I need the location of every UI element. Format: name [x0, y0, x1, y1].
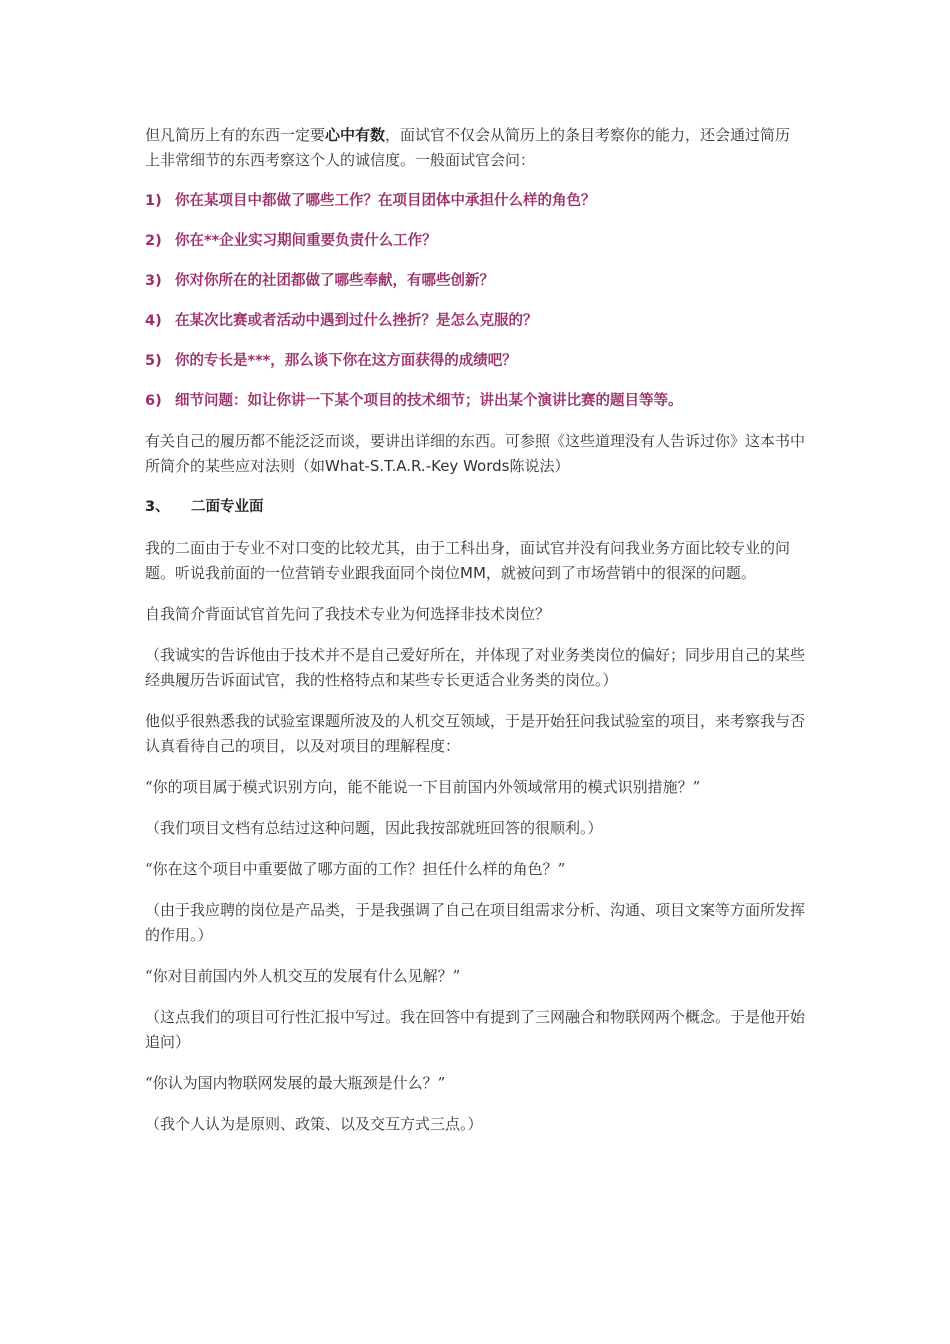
question-number: 6) — [145, 393, 162, 409]
major-text-start: 我的二面由于专业不对口变的比较尤其，由于工科出身，面试官并没有问我业务方面比较专业的问题。听说我前面的一位营销专业跟我面同个岗位 — [145, 539, 791, 582]
body-paragraph: 自我简介背面试官首先问了我技术专业为何选择非技术岗位？ — [145, 605, 551, 623]
question-item-3 — [145, 269, 805, 294]
intro-bold-phrase: 心中有数 — [325, 126, 386, 144]
resume-note-end: 陈说法） — [509, 457, 570, 475]
major-text-end: ，就被问到了市场营销中的很深的问题。 — [485, 564, 756, 582]
document-page — [145, 123, 805, 1153]
interview-question: “你的项目属于模式识别方向，能不能说一下目前国内外领域常用的模式识别措施？” — [145, 778, 701, 796]
intro-text-start: 但凡简历上有的东西一定要 — [145, 126, 326, 144]
interview-question: “你认为国内物联网发展的最大瓶颈是什么？” — [145, 1074, 446, 1092]
resume-note-start: 有关自己的履历都不能泛泛而谈，要讲出详细的东西。可参照《这些道理没有人告诉过你》这本书中所简介的某些应对法则（如 — [145, 432, 806, 475]
interview-answer: （由于我应聘的岗位是产品类，于是我强调了自己在项目组需求分析、沟通、项目文案等方面所发挥的作用。） — [145, 901, 806, 944]
question-item-4 — [145, 309, 805, 334]
section-number: 3、 — [145, 499, 170, 515]
intro-text-end: ，面试官不仅会从简历上的条目考察你的能力，还会通过简历上非常细节的东西考察这个人的诚信度。一般面试官会问： — [145, 126, 791, 169]
question-number: 3) — [145, 273, 162, 289]
interview-answer: （我们项目文档有总结过这种问题，因此我按部就班回答的很顺利。） — [145, 819, 603, 837]
question-text: 在某次比赛或者活动中遇到过什么挫折？是怎么克服的？ — [175, 313, 538, 329]
intro-paragraph — [145, 123, 805, 173]
section-title: 二面专业面 — [191, 499, 264, 515]
question-number: 4) — [145, 313, 162, 329]
question-item-1 — [145, 189, 805, 214]
interview-question: “你在这个项目中重要做了哪方面的工作？担任什么样的角色？” — [145, 860, 566, 878]
resume-note-paragraph — [145, 429, 805, 479]
question-item-6 — [145, 389, 805, 414]
interview-answer: （这点我们的项目可行性汇报中写过。我在回答中有提到了三网融合和物联网两个概念。于是他开始追问） — [145, 1008, 806, 1051]
body-paragraph: 他似乎很熟悉我的试验室课题所波及的人机交互领域，于是开始狂问我试验室的项目，来考察我与否认真看待自己的项目，以及对项目的理解程度： — [145, 712, 806, 755]
major-paragraph — [145, 536, 805, 586]
body-paragraph: （我诚实的告诉他由于技术并不是自己爱好所在，并体现了对业务类岗位的偏好；同步用自己的某些经典履历告诉面试官，我的性格特点和某些专长更适合业务类的岗位。） — [145, 646, 806, 689]
interview-answer: （我个人认为是原则、政策、以及交互方式三点。） — [145, 1115, 483, 1133]
question-item-5 — [145, 349, 805, 374]
mm-term: MM — [460, 564, 486, 582]
section-heading — [145, 495, 805, 520]
question-number: 2) — [145, 233, 162, 249]
question-text: 你在某项目中都做了哪些工作？在项目团体中承担什么样的角色？ — [175, 193, 596, 209]
question-item-2 — [145, 229, 805, 254]
question-text: 你在**企业实习期间重要负责什么工作？ — [175, 233, 437, 249]
question-number: 1) — [145, 193, 162, 209]
question-text: 细节问题：如让你讲一下某个项目的技术细节；讲出某个演讲比赛的题目等等。 — [175, 393, 683, 409]
question-text: 你的专长是***，那么谈下你在这方面获得的成绩吧？ — [175, 353, 517, 369]
question-text: 你对你所在的社团都做了哪些奉献，有哪些创新？ — [175, 273, 494, 289]
interview-question: “你对目前国内外人机交互的发展有什么见解？” — [145, 967, 461, 985]
method-name: What-S.T.A.R.-Key Words — [325, 457, 510, 475]
question-number: 5) — [145, 353, 162, 369]
